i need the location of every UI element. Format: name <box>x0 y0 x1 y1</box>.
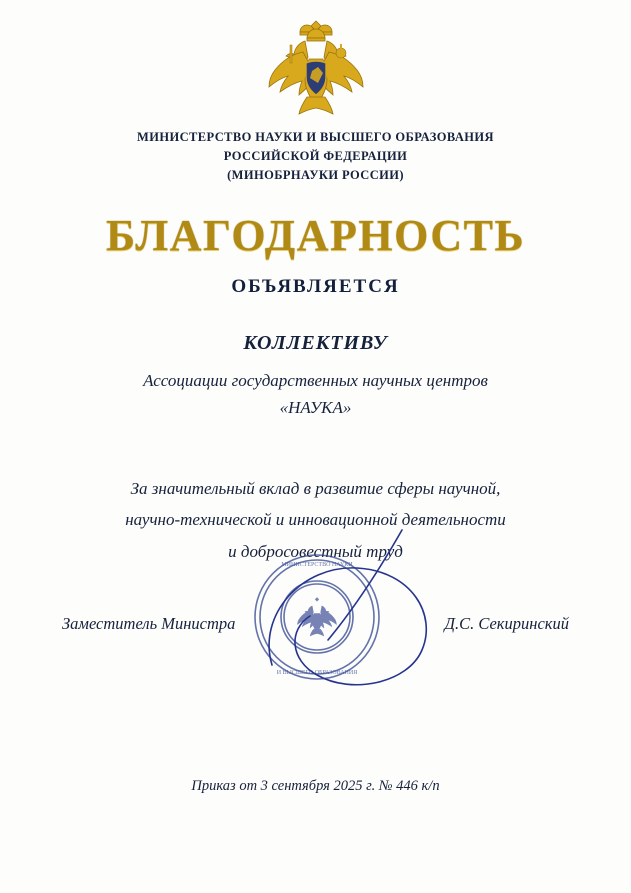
recipient-organization-line-1: Ассоциации государственных научных центров <box>143 371 488 391</box>
signature-row <box>0 614 631 634</box>
russian-federation-double-headed-eagle-icon <box>256 18 376 118</box>
page-title: БЛАГОДАРНОСТЬ <box>105 211 526 261</box>
recipient-kind: КОЛЛЕКТИВУ <box>243 332 388 355</box>
ministry-header <box>137 128 494 184</box>
recipient-organization-line-2: «НАУКА» <box>279 397 352 417</box>
recipient-organization <box>143 368 488 421</box>
signatory-position: Заместитель Министра <box>62 614 236 633</box>
svg-text:МИНИСТЕРСТВО НАУКИ: МИНИСТЕРСТВО НАУКИ <box>281 562 353 568</box>
ministry-line-3: (МИНОБРНАУКИ РОССИИ) <box>227 167 404 182</box>
award-reason-line-3: и добросовестный труд <box>228 541 403 561</box>
award-reason-line-2: научно-технической и инновационной деятельности <box>125 510 506 530</box>
signatory-name: Д.С. Секиринский <box>444 614 569 633</box>
svg-text:И ВЫСШЕГО ОБРАЗОВАНИЯ: И ВЫСШЕГО ОБРАЗОВАНИЯ <box>276 670 358 676</box>
ministry-line-1: МИНИСТЕРСТВО НАУКИ И ВЫСШЕГО ОБРАЗОВАНИЯ <box>137 130 494 144</box>
ministry-line-2: РОССИЙСКОЙ ФЕДЕРАЦИИ <box>223 148 408 163</box>
order-reference: Приказ от 3 сентября 2025 г. № 446 к/п <box>191 778 440 794</box>
recipient-block <box>143 332 488 421</box>
signature-block <box>0 562 631 790</box>
page-subtitle: ОБЪЯВЛЯЕТСЯ <box>231 276 400 298</box>
award-reason-line-1: За значительный вклад в развитие сферы научной, <box>130 478 501 498</box>
